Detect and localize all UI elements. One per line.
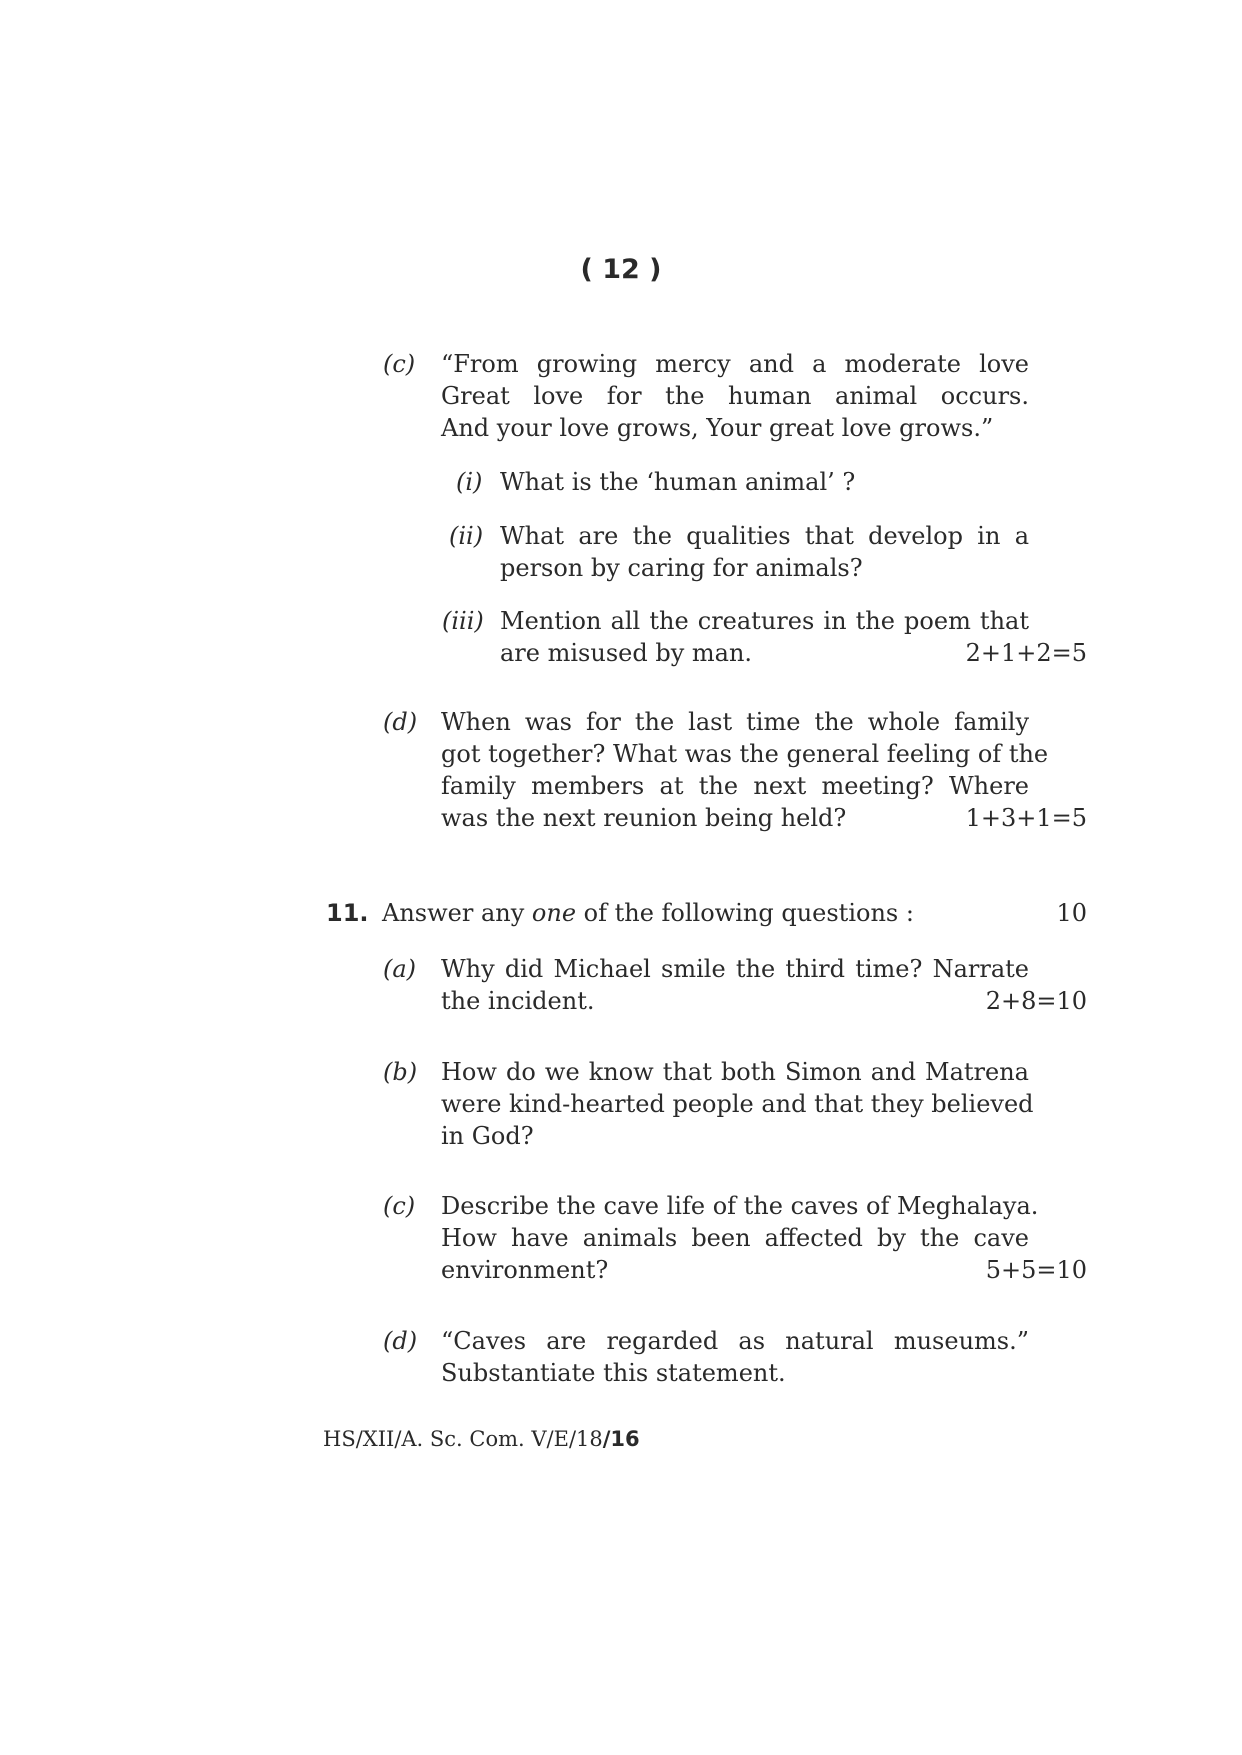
sub-question-text: Mention all the creatures in the poem that bbox=[500, 607, 1029, 635]
instruction-text: of the following questions : bbox=[576, 899, 914, 927]
item-label: (b) bbox=[383, 1058, 418, 1086]
question-text: “Caves are regarded as natural museums.” bbox=[441, 1327, 1029, 1355]
sub-question-text: are misused by man. bbox=[500, 639, 753, 667]
question-text: Why did Michael smile the third time? Narrate bbox=[441, 955, 1029, 983]
question-text: How do we know that both Simon and Matrena bbox=[441, 1058, 1029, 1086]
sub-question-text: What are the qualities that develop in a bbox=[500, 522, 1029, 550]
item-label: (a) bbox=[383, 955, 417, 983]
sub-label: (iii) bbox=[442, 607, 484, 635]
question-text: were kind-hearted people and that they believed bbox=[441, 1090, 1034, 1118]
question-instruction bbox=[382, 897, 914, 929]
question-text: How have animals been affected by the cave bbox=[441, 1224, 1029, 1252]
sub-question-text: What is the ‘human animal’ ? bbox=[500, 468, 856, 496]
question-text: the incident. bbox=[441, 987, 595, 1015]
sheet-number: /16 bbox=[602, 1427, 640, 1451]
marks: 2+8=10 bbox=[985, 987, 1087, 1015]
instruction-text: Answer any bbox=[382, 899, 532, 927]
item-label: (d) bbox=[383, 708, 418, 736]
quote-line: And your love grows, Your great love grows.” bbox=[441, 414, 994, 442]
question-number: 11. bbox=[326, 899, 369, 927]
marks: 5+5=10 bbox=[985, 1256, 1087, 1284]
marks: 2+1+2=5 bbox=[965, 639, 1087, 667]
item-label: (c) bbox=[383, 1192, 416, 1220]
question-text: was the next reunion being held? bbox=[441, 804, 847, 832]
item-label: (c) bbox=[383, 350, 416, 378]
question-text: in God? bbox=[441, 1122, 534, 1150]
sub-label: (ii) bbox=[449, 522, 484, 550]
question-text: family members at the next meeting? Where bbox=[441, 772, 1029, 800]
question-text: got together? What was the general feeling of the bbox=[441, 740, 1049, 768]
question-text: When was for the last time the whole family bbox=[441, 708, 1029, 736]
page-number: ( 12 ) bbox=[580, 254, 662, 285]
marks: 1+3+1=5 bbox=[965, 804, 1087, 832]
paper-code: HS/XII/A. Sc. Com. V/E/18 bbox=[323, 1427, 603, 1451]
sub-question-text: person by caring for animals? bbox=[500, 554, 863, 582]
question-text: Substantiate this statement. bbox=[441, 1359, 786, 1387]
marks: 10 bbox=[1056, 899, 1087, 927]
sub-label: (i) bbox=[456, 468, 483, 496]
item-label: (d) bbox=[383, 1327, 418, 1355]
quote-line: Great love for the human animal occurs. bbox=[441, 382, 1029, 410]
paper-code-footer bbox=[323, 1425, 640, 1453]
question-text: environment? bbox=[441, 1256, 609, 1284]
quote-line: “From growing mercy and a moderate love bbox=[441, 350, 1029, 378]
instruction-emphasis: one bbox=[531, 899, 577, 927]
question-text: Describe the cave life of the caves of Meghalaya. bbox=[441, 1192, 1039, 1220]
